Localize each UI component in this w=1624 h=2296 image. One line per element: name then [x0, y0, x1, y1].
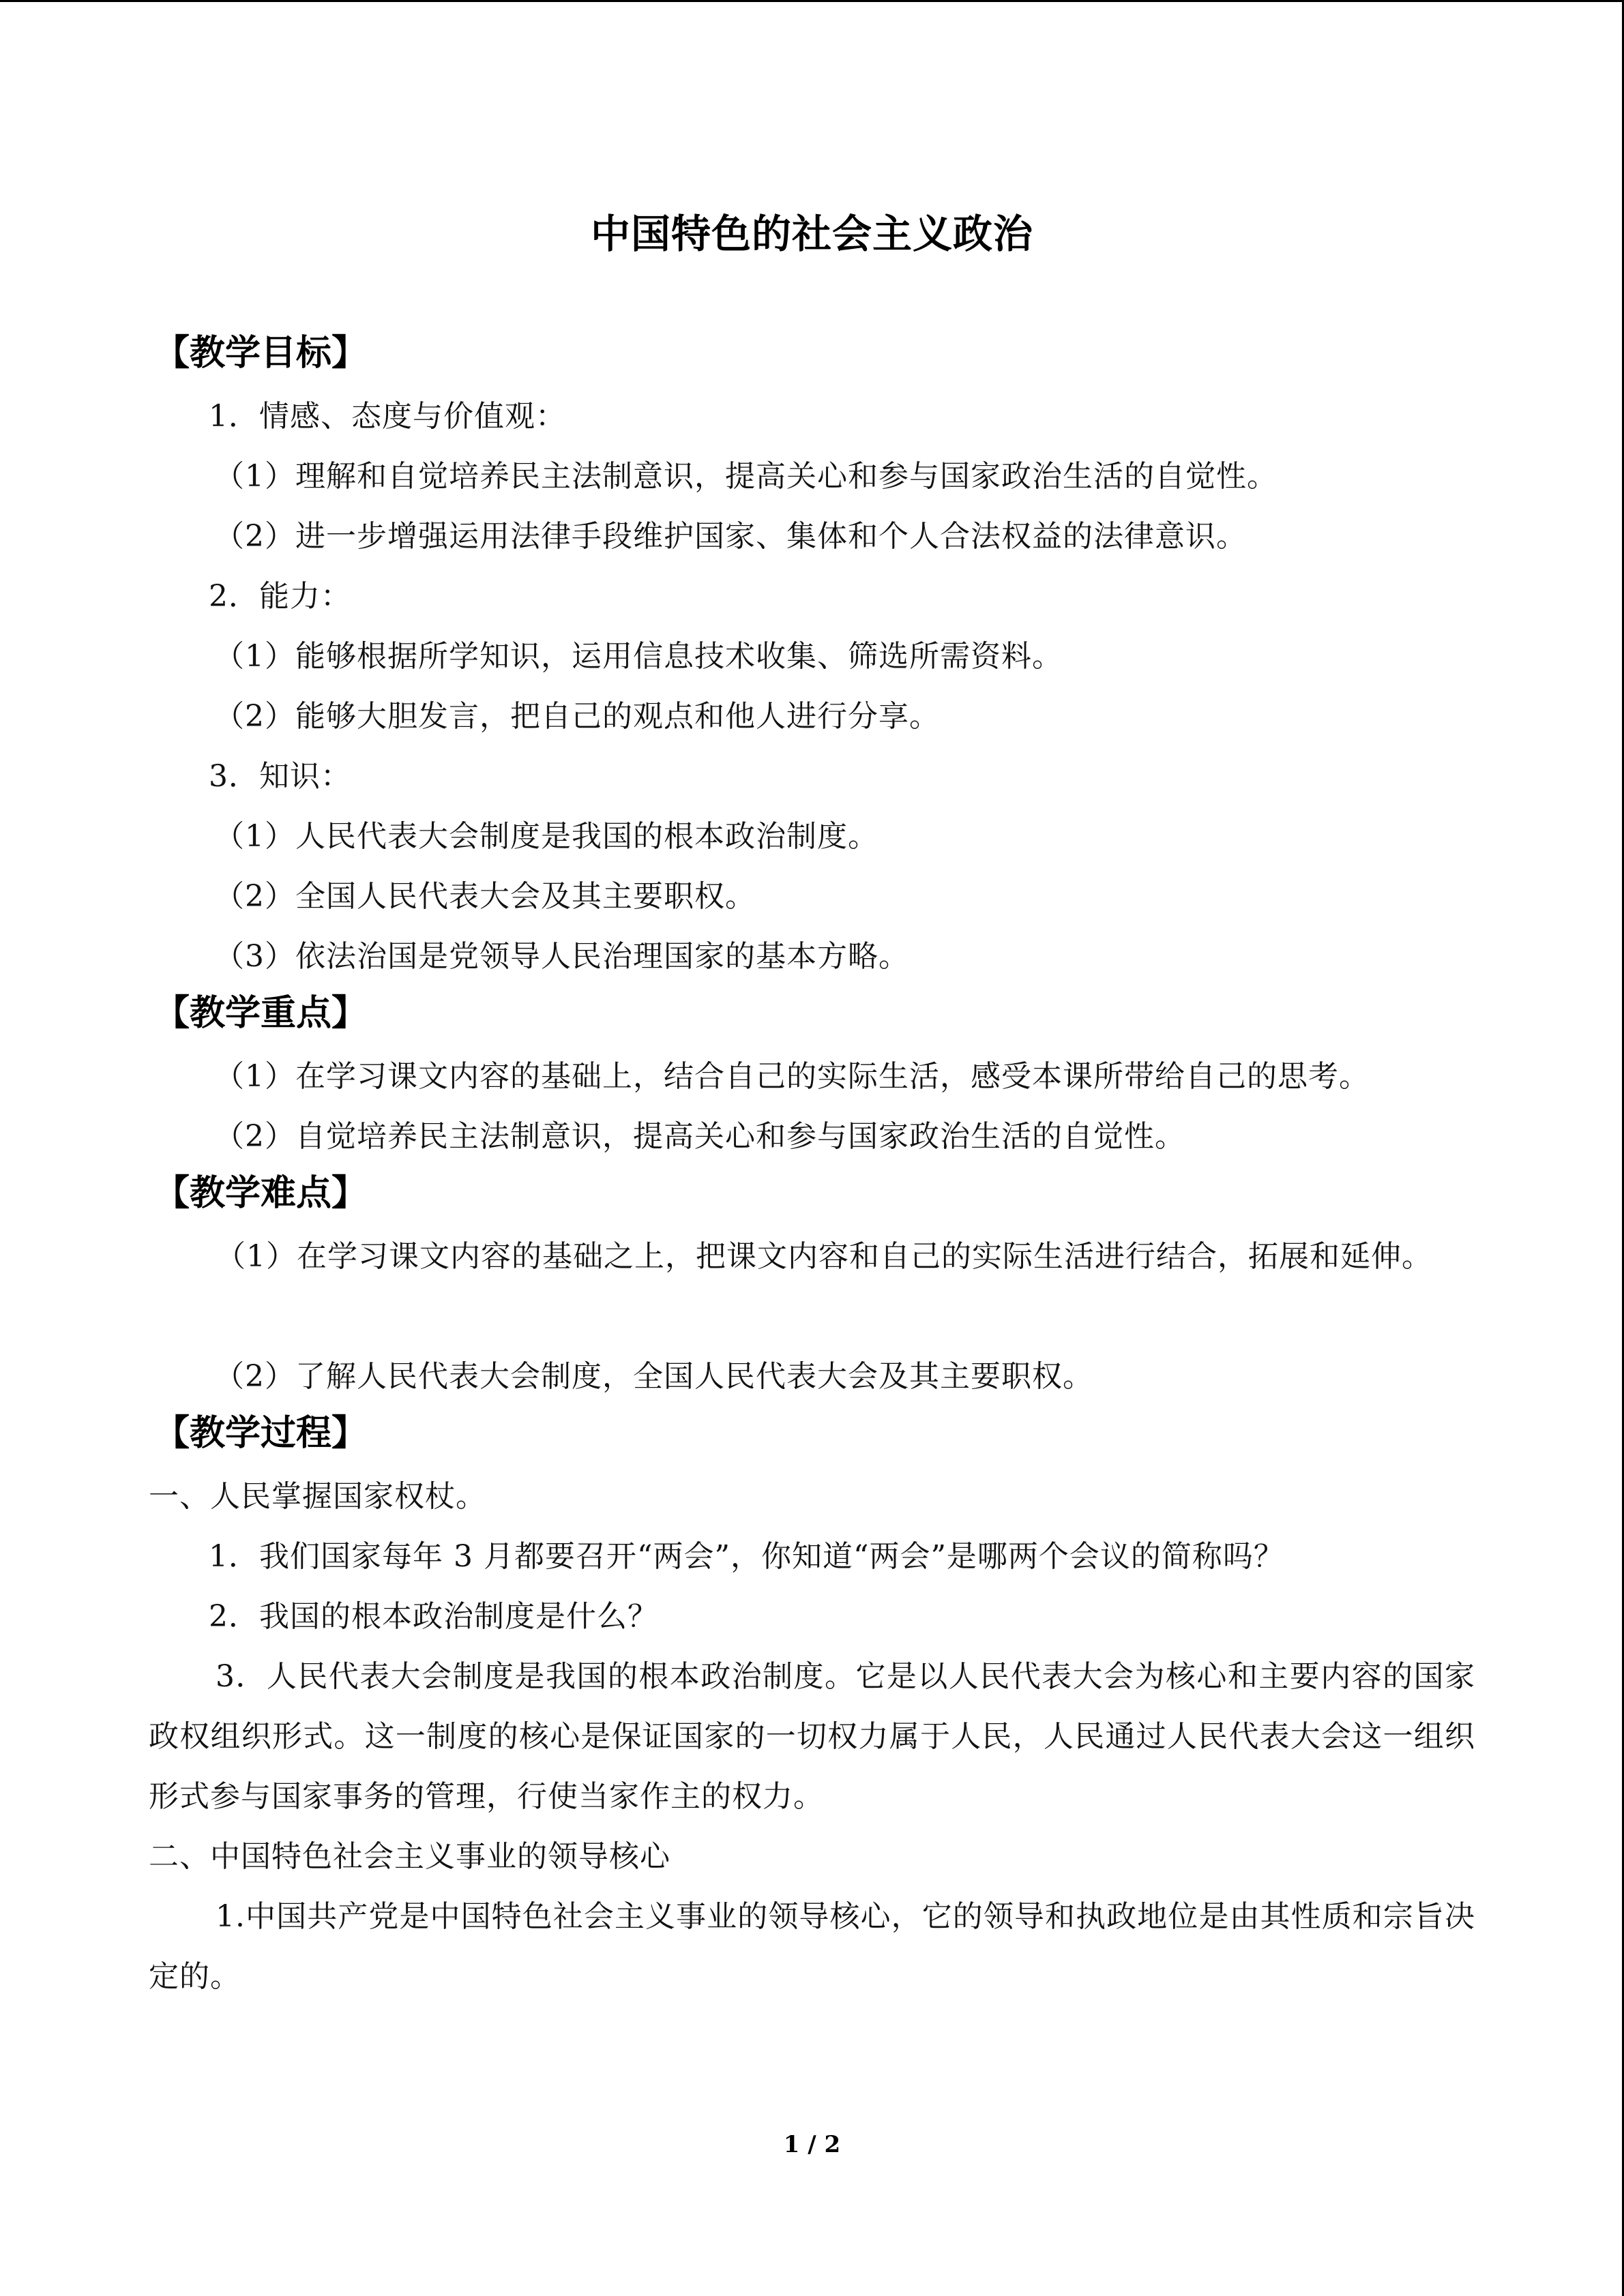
section-heading-key-points: 【教学重点】: [154, 993, 368, 1034]
objective-line: （2）全国人民代表大会及其主要职权。: [214, 879, 756, 914]
objective-line: （3）依法治国是党领导人民治理国家的基本方略。: [214, 939, 909, 974]
section-heading-difficulties: 【教学难点】: [154, 1173, 368, 1214]
objective-line: （2）进一步增强运用法律手段维护国家、集体和个人合法权益的法律意识。: [214, 519, 1247, 554]
key-point-line: （1）在学习课文内容的基础上，结合自己的实际生活，感受本课所带给自己的思考。: [214, 1059, 1370, 1094]
section-heading-process: 【教学过程】: [154, 1413, 368, 1454]
objective-line: （2）能够大胆发言，把自己的观点和他人进行分享。: [214, 699, 940, 734]
document-title: 中国特色的社会主义政治: [590, 211, 1033, 257]
process-paragraph: 1.中国共产党是中国特色社会主义事业的领导核心，它的领导和执政地位是由其性质和宗旨决定的。: [149, 1899, 1475, 1994]
section-heading-objectives: 【教学目标】: [154, 333, 368, 374]
difficulty-paragraph: （1）在学习课文内容的基础之上，把课文内容和自己的实际生活进行结合，拓展和延伸。: [216, 1239, 1432, 1274]
objective-line: 2．能力：: [209, 579, 351, 614]
objective-line: 1．情感、态度与价值观：: [209, 399, 566, 434]
difficulty-line: （2）了解人民代表大会制度，全国人民代表大会及其主要职权。: [214, 1359, 1093, 1394]
objective-line: （1）人民代表大会制度是我国的根本政治制度。: [214, 819, 879, 854]
key-point-line: （2）自觉培养民主法制意识，提高关心和参与国家政治生活的自觉性。: [214, 1119, 1185, 1154]
objective-line: 3．知识：: [209, 759, 351, 794]
process-question: 1．我们国家每年 3 月都要召开“两会”，你知道“两会”是哪两个会议的简称吗？: [209, 1539, 1284, 1574]
page-number: 1 / 2: [783, 2131, 841, 2158]
objective-line: （1）能够根据所学知识，运用信息技术收集、筛选所需资料。: [214, 639, 1063, 674]
process-paragraph: 3．人民代表大会制度是我国的根本政治制度。它是以人民代表大会为核心和主要内容的国家政权组织形式。这一制度的核心是保证国家的一切权力属于人民，人民通过人民代表大会这一组织形式参与国家事务的管理，行使当家作主的权力。: [149, 1659, 1475, 1814]
process-part-title: 一、人民掌握国家权杖。: [149, 1479, 486, 1514]
process-part-title: 二、中国特色社会主义事业的领导核心: [149, 1839, 670, 1874]
process-question: 2．我国的根本政治制度是什么？: [209, 1599, 658, 1634]
objective-line: （1）理解和自觉培养民主法制意识，提高关心和参与国家政治生活的自觉性。: [214, 459, 1278, 494]
